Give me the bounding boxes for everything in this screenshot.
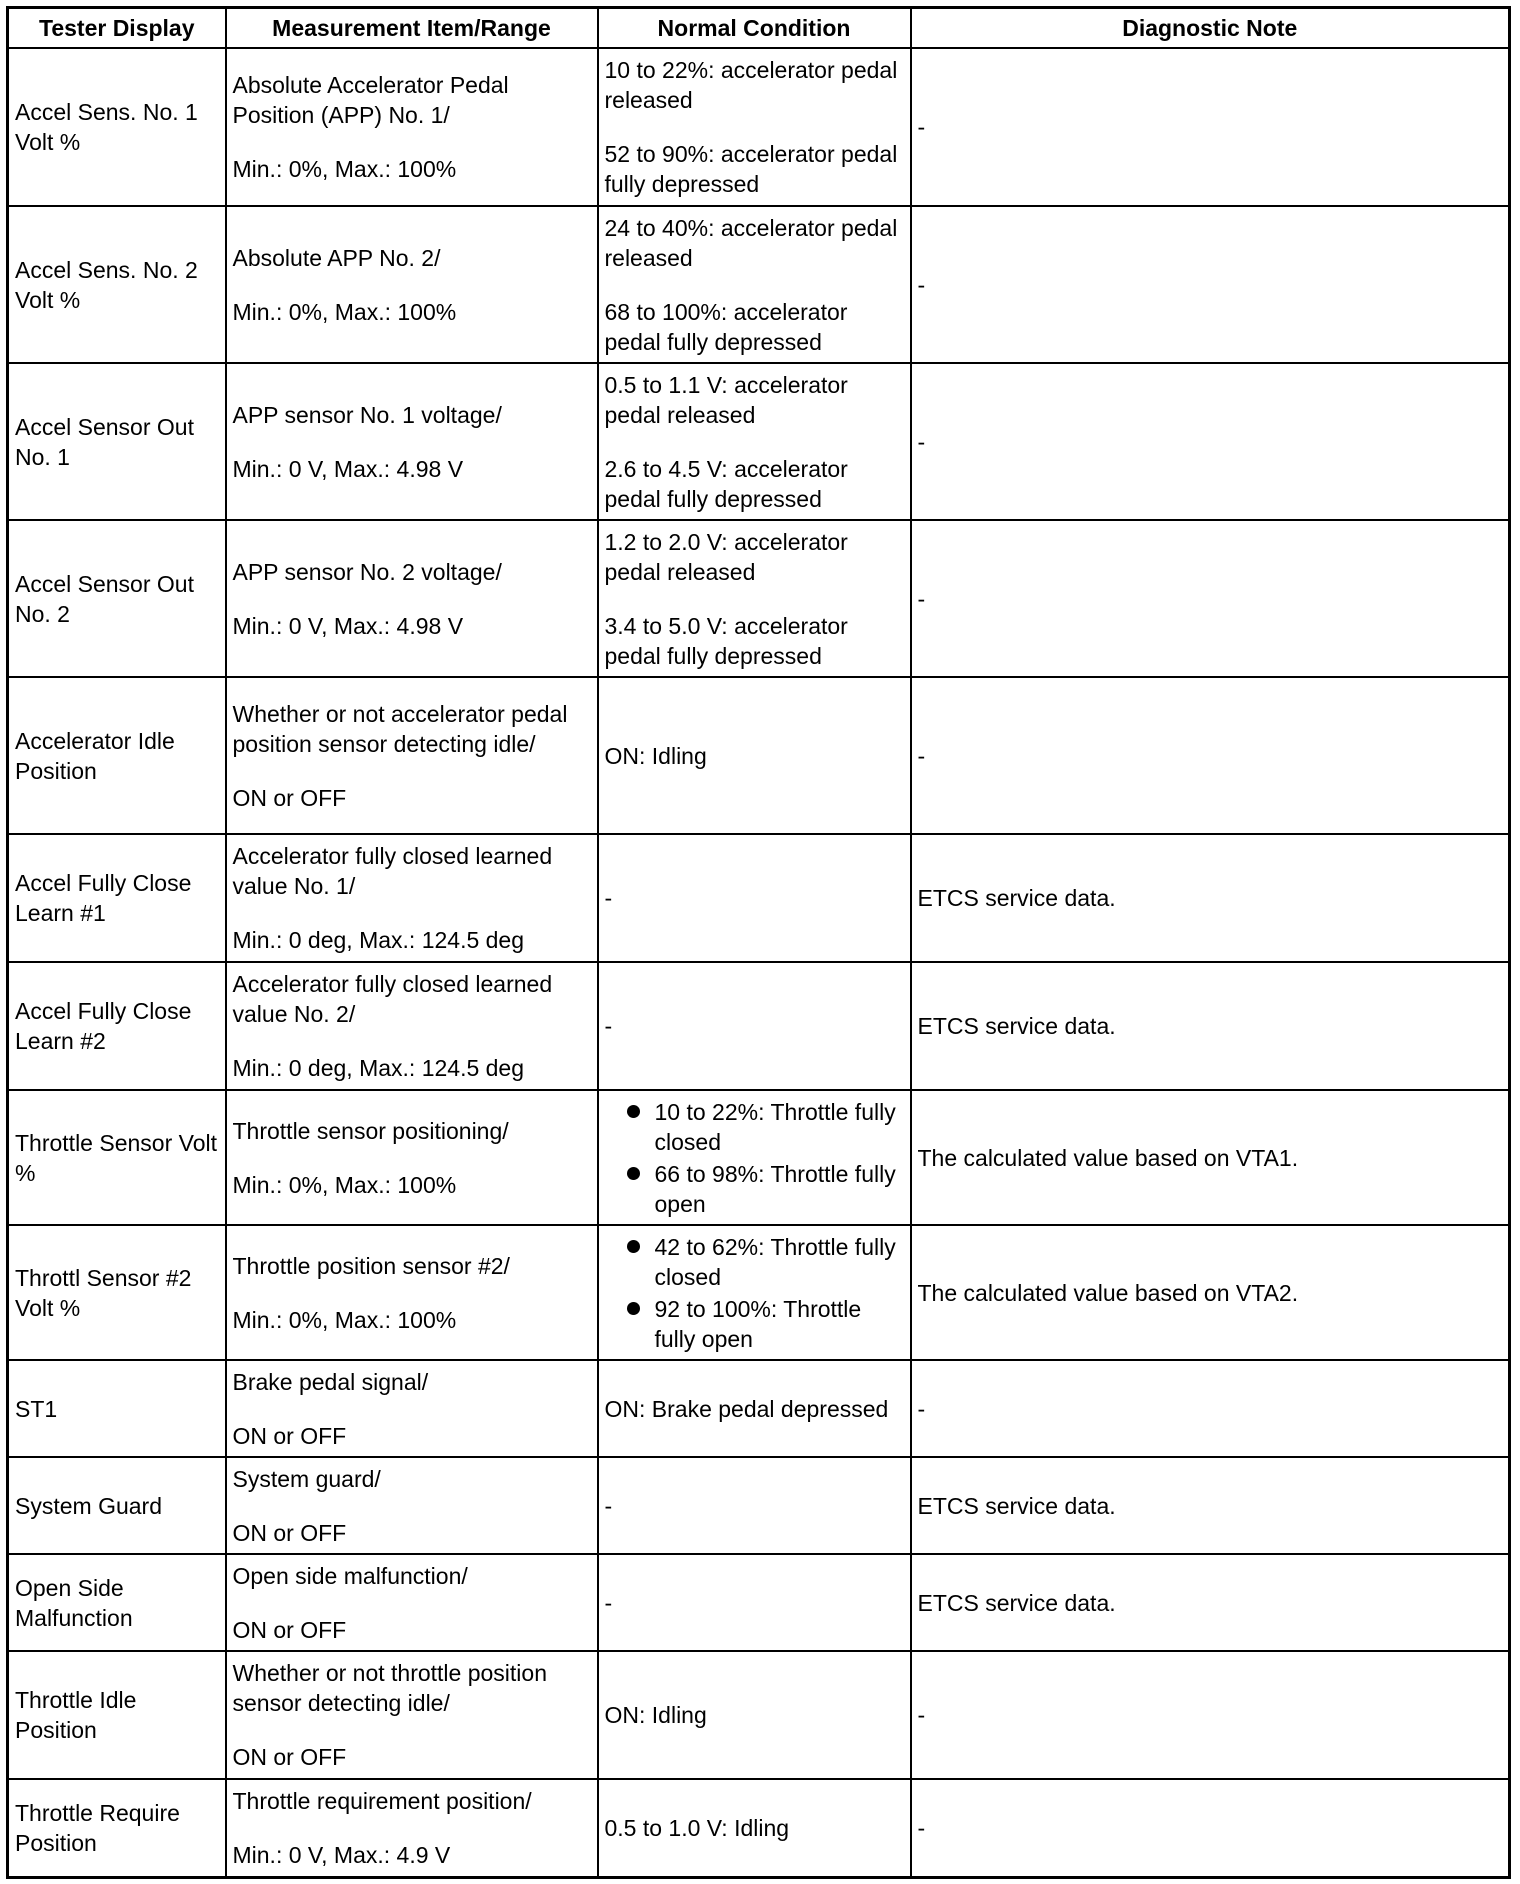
measurement-range: Min.: 0 deg, Max.: 124.5 deg: [232, 927, 525, 953]
table-row: [8, 834, 1510, 962]
condition-bullet-item: [627, 1159, 904, 1219]
measurement-item: Whether or not accelerator pedal position sensor detecting idle/: [232, 700, 568, 757]
normal-condition-text: ON: Idling: [604, 742, 707, 769]
table-row: [8, 1090, 1510, 1225]
normal-condition-text: 24 to 40%: accelerator pedal released: [604, 214, 898, 271]
measurement-range: Min.: 0 deg, Max.: 124.5 deg: [232, 1055, 525, 1081]
condition-bullet-item: [627, 1097, 904, 1157]
diagnostic-note-cell: -: [911, 1360, 1510, 1457]
condition-bullet-item: [627, 1232, 904, 1292]
measurement-cell: [226, 834, 598, 962]
tester-display-cell: ST1: [8, 1360, 226, 1457]
measurement-cell: [226, 520, 598, 677]
diagnostic-note-cell: -: [911, 1651, 1510, 1779]
normal-condition-cell: [598, 1225, 911, 1360]
condition-bullet-text: 92 to 100%: Throttle fully open: [654, 1295, 862, 1352]
condition-bullet-text: 10 to 22%: Throttle fully closed: [654, 1098, 896, 1155]
condition-bullet-text: 42 to 62%: Throttle fully closed: [654, 1233, 896, 1290]
measurement-range: ON or OFF: [232, 1422, 347, 1449]
normal-condition-text: 68 to 100%: accelerator pedal fully depressed: [604, 298, 848, 355]
normal-condition-text: 0.5 to 1.0 V: Idling: [604, 1814, 790, 1841]
tester-display-cell: System Guard: [8, 1457, 226, 1554]
table-row: [8, 363, 1510, 520]
normal-condition-cell: [598, 1090, 911, 1225]
measurement-range: Min.: 0%, Max.: 100%: [232, 1171, 457, 1198]
normal-condition-text: -: [604, 1492, 613, 1519]
data-list-table: [6, 6, 1511, 1879]
diagnostic-note-cell: -: [911, 520, 1510, 677]
measurement-item: Throttle sensor positioning/: [232, 1117, 509, 1144]
measurement-item: Accelerator fully closed learned value No. 2/: [232, 971, 553, 1027]
bullet-dot-icon: [627, 1240, 640, 1253]
normal-condition-text: 1.2 to 2.0 V: accelerator pedal released: [604, 528, 848, 585]
normal-condition-text: 2.6 to 4.5 V: accelerator pedal fully depressed: [604, 455, 848, 512]
tester-display-cell: Accel Sens. No. 1 Volt %: [8, 48, 226, 206]
header-normal-condition: Normal Condition: [598, 8, 911, 49]
normal-condition-cell: [598, 520, 911, 677]
tester-display-cell: Accel Sensor Out No. 2: [8, 520, 226, 677]
measurement-cell: [226, 48, 598, 206]
tester-display-cell: Throttl Sensor #2 Volt %: [8, 1225, 226, 1360]
measurement-item: Throttle requirement position/: [232, 1787, 532, 1814]
measurement-item: Whether or not throttle position sensor detecting idle/: [232, 1660, 547, 1716]
measurement-cell: [226, 1360, 598, 1457]
bullet-dot-icon: [627, 1302, 640, 1315]
measurement-item: Absolute APP No. 2/: [232, 244, 441, 271]
table-row: [8, 1360, 1510, 1457]
diagnostic-note-cell: -: [911, 1779, 1510, 1877]
diagnostic-note-cell: ETCS service data.: [911, 834, 1510, 962]
table-row: [8, 1651, 1510, 1779]
normal-condition-text: 0.5 to 1.1 V: accelerator pedal released: [604, 371, 848, 428]
measurement-range: ON or OFF: [232, 1744, 347, 1770]
normal-condition-cell: [598, 1779, 911, 1877]
measurement-cell: [226, 962, 598, 1090]
diagnostic-note-cell: ETCS service data.: [911, 962, 1510, 1090]
header-tester-display: Tester Display: [8, 8, 226, 49]
measurement-item: APP sensor No. 2 voltage/: [232, 558, 502, 585]
tester-display-cell: Accel Fully Close Learn #1: [8, 834, 226, 962]
table-row: [8, 1457, 1510, 1554]
diagnostic-note-cell: ETCS service data.: [911, 1457, 1510, 1554]
measurement-item: Accelerator fully closed learned value No. 1/: [232, 843, 553, 899]
measurement-item: Brake pedal signal/: [232, 1368, 429, 1395]
normal-condition-cell: [598, 677, 911, 834]
normal-condition-text: ON: Brake pedal depressed: [604, 1395, 889, 1422]
bullet-dot-icon: [627, 1167, 640, 1180]
table-row: [8, 677, 1510, 834]
measurement-range: ON or OFF: [232, 784, 347, 811]
measurement-cell: [226, 1554, 598, 1651]
table-row: [8, 1225, 1510, 1360]
bullet-dot-icon: [627, 1105, 640, 1118]
tester-display-cell: Accelerator Idle Position: [8, 677, 226, 834]
header-row: [8, 8, 1510, 49]
diagnostic-note-cell: -: [911, 48, 1510, 206]
table-row: [8, 962, 1510, 1090]
condition-bullet-text: 66 to 98%: Throttle fully open: [654, 1160, 896, 1217]
header-diagnostic-note: Diagnostic Note: [911, 8, 1510, 49]
measurement-range: Min.: 0%, Max.: 100%: [232, 156, 457, 182]
measurement-cell: [226, 1225, 598, 1360]
tester-display-cell: Throttle Idle Position: [8, 1651, 226, 1779]
measurement-range: ON or OFF: [232, 1519, 347, 1546]
measurement-range: ON or OFF: [232, 1616, 347, 1643]
measurement-cell: [226, 677, 598, 834]
tester-display-cell: Open Side Malfunction: [8, 1554, 226, 1651]
measurement-item: Absolute Accelerator Pedal Position (APP) No. 1/: [232, 72, 509, 128]
normal-condition-text: -: [604, 885, 613, 911]
data-list-sheet: [6, 6, 1508, 1879]
condition-bullet-list: [605, 1232, 904, 1354]
normal-condition-cell: [598, 834, 911, 962]
condition-bullet-item: [627, 1294, 904, 1354]
normal-condition-cell: [598, 1554, 911, 1651]
measurement-range: Min.: 0%, Max.: 100%: [232, 298, 457, 325]
measurement-range: Min.: 0 V, Max.: 4.9 V: [232, 1841, 451, 1868]
measurement-range: Min.: 0 V, Max.: 4.98 V: [232, 612, 464, 639]
normal-condition-cell: [598, 962, 911, 1090]
measurement-cell: [226, 1779, 598, 1877]
diagnostic-note-cell: The calculated value based on VTA2.: [911, 1225, 1510, 1360]
header-measurement-item: Measurement Item/Range: [226, 8, 598, 49]
diagnostic-note-cell: -: [911, 677, 1510, 834]
measurement-cell: [226, 206, 598, 363]
condition-bullet-list: [605, 1097, 904, 1219]
normal-condition-text: ON: Idling: [604, 1702, 707, 1728]
normal-condition-text: -: [604, 1589, 613, 1616]
diagnostic-note-cell: -: [911, 363, 1510, 520]
measurement-item: System guard/: [232, 1465, 381, 1492]
tester-display-cell: Accel Sens. No. 2 Volt %: [8, 206, 226, 363]
tester-display-cell: Accel Sensor Out No. 1: [8, 363, 226, 520]
table-row: [8, 48, 1510, 206]
measurement-range: Min.: 0 V, Max.: 4.98 V: [232, 455, 464, 482]
tester-display-cell: Throttle Sensor Volt %: [8, 1090, 226, 1225]
tester-display-cell: Accel Fully Close Learn #2: [8, 962, 226, 1090]
table-row: [8, 1779, 1510, 1877]
normal-condition-cell: [598, 1360, 911, 1457]
measurement-item: Throttle position sensor #2/: [232, 1252, 510, 1279]
table-row: [8, 1554, 1510, 1651]
table-row: [8, 520, 1510, 677]
measurement-item: Open side malfunction/: [232, 1562, 468, 1589]
measurement-range: Min.: 0%, Max.: 100%: [232, 1306, 457, 1333]
diagnostic-note-cell: The calculated value based on VTA1.: [911, 1090, 1510, 1225]
normal-condition-text: -: [604, 1013, 613, 1039]
diagnostic-note-cell: ETCS service data.: [911, 1554, 1510, 1651]
measurement-cell: [226, 1457, 598, 1554]
measurement-item: APP sensor No. 1 voltage/: [232, 401, 502, 428]
normal-condition-text: 10 to 22%: accelerator pedal released: [604, 57, 898, 113]
measurement-cell: [226, 1651, 598, 1779]
normal-condition-cell: [598, 363, 911, 520]
normal-condition-text: 3.4 to 5.0 V: accelerator pedal fully depressed: [604, 612, 848, 669]
diagnostic-note-cell: -: [911, 206, 1510, 363]
normal-condition-cell: [598, 48, 911, 206]
normal-condition-text: 52 to 90%: accelerator pedal fully depressed: [604, 141, 898, 197]
measurement-cell: [226, 1090, 598, 1225]
tester-display-cell: Throttle Require Position: [8, 1779, 226, 1877]
normal-condition-cell: [598, 1457, 911, 1554]
normal-condition-cell: [598, 1651, 911, 1779]
normal-condition-cell: [598, 206, 911, 363]
table-row: [8, 206, 1510, 363]
measurement-cell: [226, 363, 598, 520]
